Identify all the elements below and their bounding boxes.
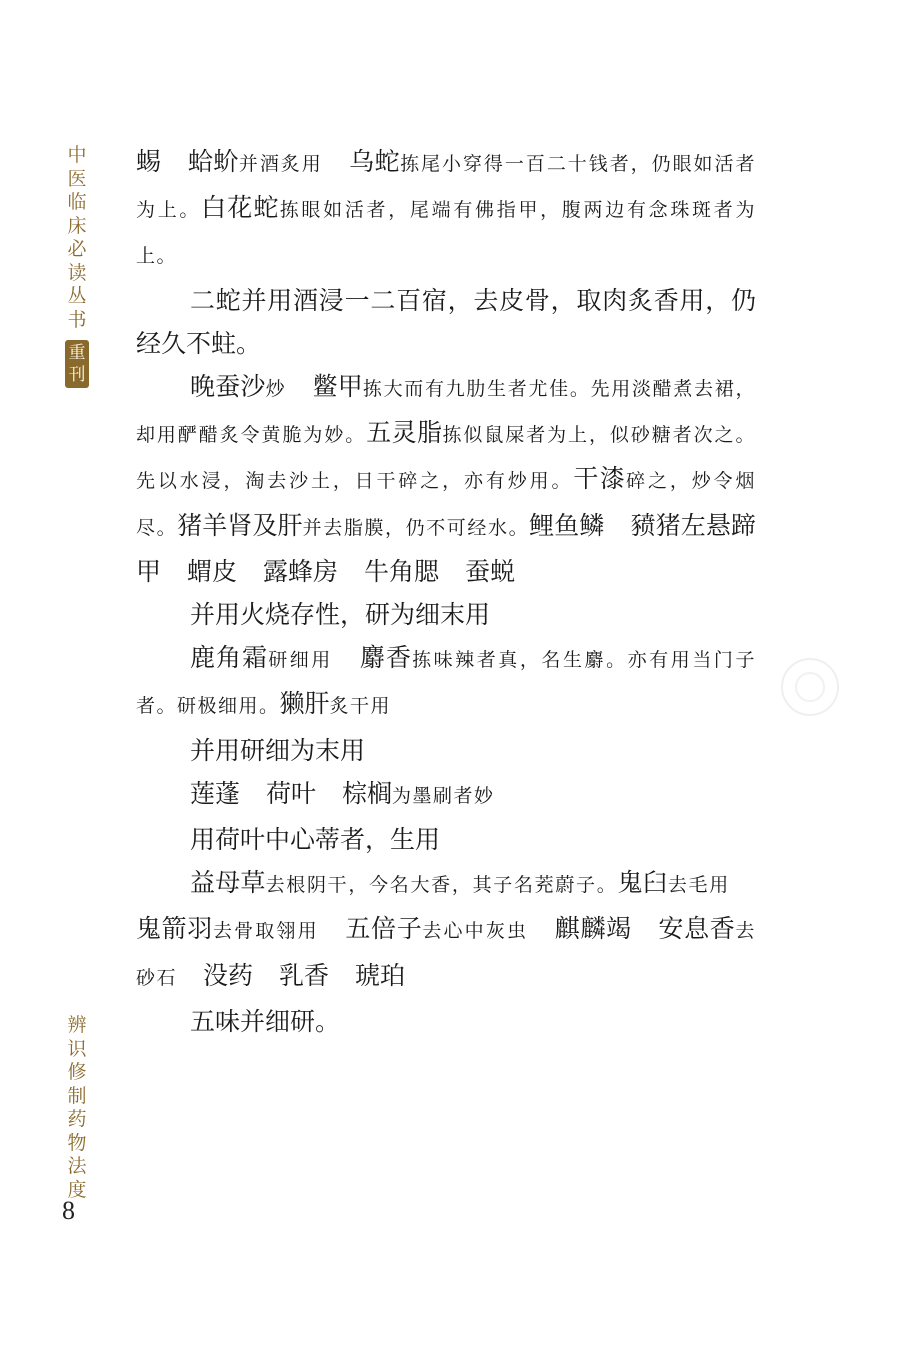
section-title-char: 物: [67, 1131, 87, 1154]
annotation-note: 碎之，炒令烟尽。: [136, 470, 756, 539]
series-title-char: 读: [67, 261, 87, 284]
paragraph: [136, 279, 756, 365]
paragraph: [136, 818, 756, 861]
annotation-note: 并酒炙用: [238, 153, 323, 175]
section-title-char: 识: [67, 1037, 87, 1060]
series-title-char: 丛: [67, 285, 87, 307]
series-title-char: 书: [67, 308, 87, 331]
annotation-note: 去骨取翎用: [212, 920, 319, 943]
annotation-note: 拣味辣者真，名生麝。亦有用当门子者。研极细用。: [136, 649, 756, 718]
herb-text: 鲤鱼鳞: [529, 510, 605, 540]
herb-text: 露蜂房: [263, 556, 339, 586]
herb-text: 蜴: [136, 147, 162, 176]
series-title-char: 床: [67, 214, 87, 237]
page-number: 8: [62, 1196, 75, 1225]
reprint-seal: [65, 340, 89, 388]
annotation-note: 去毛用: [667, 874, 730, 897]
herb-text: 益母草: [190, 868, 266, 898]
herb-text: 鳖甲: [312, 372, 363, 402]
herb-text: 安息香: [657, 914, 736, 944]
herb-text: 蚕蜕: [465, 556, 516, 586]
paragraph: [136, 365, 756, 593]
herb-text: 琥珀: [355, 960, 406, 990]
annotation-note: 拣尾小穿得一百二十钱者，仍眼如活者为上。: [136, 153, 756, 222]
herb-text: 鬼臼: [617, 868, 668, 898]
section-title-char: 制: [67, 1084, 87, 1107]
annotation-note: 拣似鼠屎者为上，似砂糖者次之。先以水浸，淘去沙土，日干碎之，亦有炒用。: [136, 424, 756, 493]
section-title-char: 药: [67, 1108, 87, 1130]
herb-text: 用荷叶中心蒂者，生用: [190, 825, 441, 855]
paragraph: [136, 593, 756, 636]
series-title-char: 中: [67, 144, 87, 166]
annotation-note: 研细用: [268, 649, 333, 672]
annotation-note: 炒: [265, 378, 287, 401]
section-title-vertical: [64, 1014, 90, 1202]
paragraph: [136, 861, 756, 1000]
side-seal-inner-ring: [795, 672, 825, 702]
paragraph: [136, 1000, 756, 1043]
main-text-block: [136, 140, 756, 1043]
side-seal-mark: [781, 658, 839, 716]
series-title-vertical: [64, 144, 90, 388]
herb-text: 棕榈: [342, 778, 393, 808]
herb-text: 猪羊肾及肝: [177, 510, 303, 540]
paragraph: [136, 140, 756, 279]
section-title-char: 法: [67, 1155, 87, 1177]
herb-text: 莲蓬: [190, 778, 241, 808]
section-title-char: 度: [67, 1178, 87, 1201]
herb-text: 二蛇并用酒浸一二百宿，去皮骨，取肉炙香用，仍经久不蛀。: [136, 285, 756, 358]
annotation-note: 去砂石: [136, 920, 756, 989]
annotation-note: 拣大而有九肋生者尤佳。先用淡醋煮去裙，却用酽醋炙令黄脆为妙。: [136, 378, 756, 447]
annotation-note: 并去脂膜，仍不可经水。: [302, 516, 530, 539]
series-title-char: 必: [67, 238, 87, 260]
herb-text: 没药: [203, 960, 254, 990]
herb-text: 麒麟竭: [554, 914, 632, 944]
annotation-note: 去心中灰虫: [422, 920, 529, 943]
annotation-note: 为墨刷者妙: [392, 784, 495, 807]
paragraph: [136, 636, 756, 728]
herb-text: 荷叶: [266, 778, 317, 808]
reprint-seal-char: 刊: [68, 365, 86, 385]
herb-text: 鹿角霜: [190, 643, 269, 673]
herb-text: 獭肝: [279, 689, 330, 719]
herb-text: 麝香: [358, 643, 413, 673]
herb-text: 蛤蚧: [187, 147, 239, 176]
annotation-note: 拣眼如活者，尾端有佛指甲，腹两边有念珠斑者为上。: [136, 199, 756, 268]
section-title-char: 辨: [67, 1014, 87, 1036]
herb-text: 并用火烧存性，研为细末用: [190, 600, 491, 630]
herb-text: 豮猪左悬蹄甲: [136, 510, 756, 586]
annotation-note: 炙干用: [329, 695, 392, 718]
herb-text: 五灵脂: [366, 418, 443, 448]
herb-text: 干漆: [573, 464, 627, 494]
herb-text: 蝟皮: [187, 556, 238, 586]
herb-text: 乳香: [279, 960, 330, 990]
herb-text: 晚蚕沙: [190, 372, 266, 402]
paragraph: [136, 729, 756, 772]
herb-text: 乌蛇: [348, 147, 401, 176]
herb-text: 牛角腮: [364, 556, 440, 586]
herb-text: 白花蛇: [201, 193, 280, 223]
herb-text: 并用研细为末用: [190, 735, 366, 765]
reprint-seal-char: 重: [68, 343, 86, 363]
herb-text: 五倍子: [344, 914, 423, 944]
annotation-note: 去根阴干，今名大香，其子名茺蔚子。: [265, 874, 618, 897]
series-title-char: 临: [67, 191, 87, 213]
herb-text: 五味并细研。: [190, 1006, 341, 1036]
herb-text: 鬼箭羽: [136, 914, 213, 944]
section-title-char: 修: [67, 1061, 87, 1083]
series-title-char: 医: [67, 167, 87, 190]
paragraph: [136, 772, 756, 818]
